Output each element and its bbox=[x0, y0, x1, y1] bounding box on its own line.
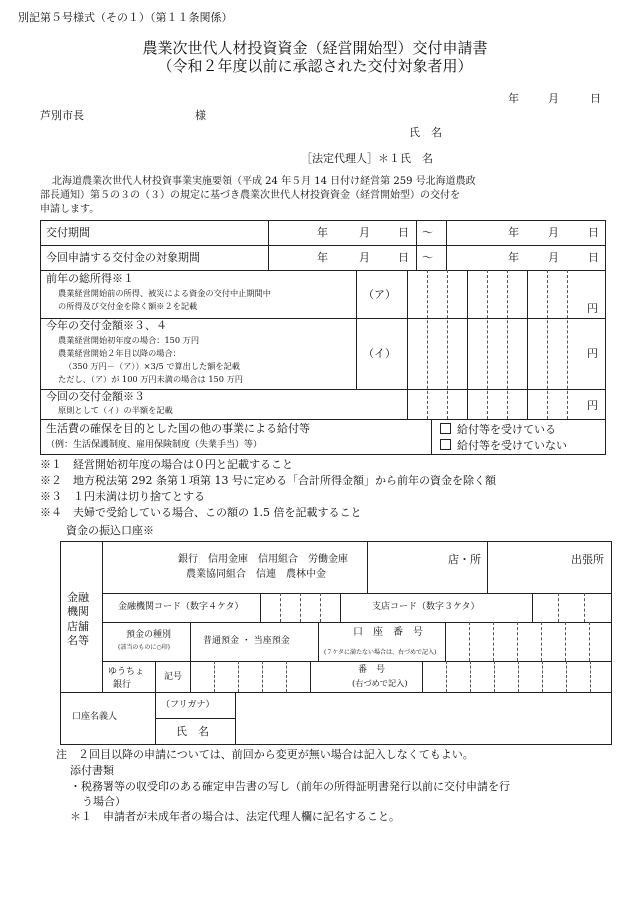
prev-income-note-2: の所得及び交付金を除く額※２を記載 bbox=[58, 301, 198, 311]
intro-line-2: 部長通知）第５の３の（３）の規定に基づき農業次世代人材投資資金（経営開始型）の交付を bbox=[40, 190, 460, 201]
current-grant-title: 今回の交付金額※３ bbox=[46, 390, 145, 403]
grant-period-tilde: ～ bbox=[422, 226, 433, 239]
account-number-label: 口 座 番 号 bbox=[353, 627, 423, 638]
note-1: ※１ 経営開始初年度の場合は０円と記載すること bbox=[40, 458, 293, 471]
number-note: (右づめで記入) bbox=[352, 678, 408, 688]
note-4: ※４ 夫婦で受給している場合、この額の 1.5 倍を記載すること bbox=[40, 506, 362, 519]
prev-income-note-1: 農業経営開始前の所得、被災による資金の交付中止期間中 bbox=[58, 288, 271, 298]
grant-period-label: 交付期間 bbox=[46, 226, 90, 239]
form-label: 別記第５号様式（その１）（第１１条関係） bbox=[18, 11, 233, 24]
annual-grant-line-1: 農業経営開始初年度の場合：150 万円 bbox=[58, 335, 200, 345]
grant-period-start-day[interactable]: 日 bbox=[398, 226, 409, 239]
intro-line-1: 北海道農業次世代人材投資事業実施要領（平成 24 年５月 14 日付け経営第 259 号北海道農政 bbox=[52, 176, 476, 187]
target-period-start-month[interactable]: 月 bbox=[359, 251, 370, 264]
bank-code-label: 金融機関コード（数字４ケタ） bbox=[118, 602, 244, 612]
applicant-name-label: 氏 名 bbox=[409, 126, 442, 139]
target-period-label: 今回申請する交付金の対象期間 bbox=[46, 251, 200, 264]
attachments-title: 添付書類 bbox=[70, 764, 114, 777]
legal-representative-label: ［法定代理人］＊１氏 名 bbox=[301, 152, 433, 165]
account-number-note: (７ケタに満たない場合は、右づめで記入) bbox=[324, 649, 437, 656]
target-period-start-day[interactable]: 日 bbox=[398, 251, 409, 264]
deposit-type-note: (該当のものに○印) bbox=[118, 644, 170, 651]
note-2: ※２ 地方税法第 292 条第１項第 13 号に定める「合計所得金額」から前年の資金を除く額 bbox=[40, 474, 496, 487]
symbol-label: 記号 bbox=[164, 672, 183, 682]
target-period-end-day[interactable]: 日 bbox=[588, 251, 599, 264]
bank-account-table bbox=[60, 541, 612, 745]
benefit-option-no[interactable]: 給付等を受けていない bbox=[440, 439, 567, 453]
annual-grant-line-3: （350 万円－（ア））×3/5 で算出した額を記載 bbox=[64, 361, 240, 371]
grant-period-start-month[interactable]: 月 bbox=[359, 226, 370, 239]
branch-code-label: 支店コード（数字３ケタ） bbox=[372, 602, 480, 612]
benefit-option-yes[interactable]: 給付等を受けている bbox=[440, 423, 556, 437]
date-month-label: 月 bbox=[548, 92, 559, 105]
deposit-type-label: 預金の種別 bbox=[126, 630, 172, 640]
mark-i: （イ） bbox=[363, 347, 396, 360]
date-year-label: 年 bbox=[508, 92, 519, 105]
minor-applicant-note: ＊１ 申請者が未成年者の場合は、法定代理人欄に記名すること。 bbox=[70, 810, 400, 823]
grant-period-end-day[interactable]: 日 bbox=[588, 226, 599, 239]
attachment-item-line-2: う場合） bbox=[82, 795, 126, 808]
page-title: 農業次世代人材投資資金（経営開始型）交付申請書 bbox=[142, 39, 488, 57]
checkbox-icon[interactable] bbox=[440, 439, 451, 450]
annual-grant-title: 今年の交付金額※３、４ bbox=[46, 319, 167, 332]
target-period-end-year[interactable]: 年 bbox=[508, 251, 519, 264]
number-label: 番 号 bbox=[358, 665, 386, 675]
bank-section-title: 資金の振込口座※ bbox=[66, 524, 154, 537]
footer-note: 注 ２回目以降の申請については、前回から変更が無い場合は記入しなくてもよい。 bbox=[56, 748, 474, 761]
other-benefit-title: 生活費の確保を目的とした国の他の事業による給付等 bbox=[46, 422, 310, 435]
grant-period-start-year[interactable]: 年 bbox=[317, 226, 328, 239]
deposit-type-options[interactable]: 普通預金 ・ 当座預金 bbox=[203, 636, 290, 646]
target-period-tilde: ～ bbox=[422, 251, 433, 264]
financial-institution-label: 金融機関店舗名等 bbox=[67, 591, 89, 647]
grant-period-end-month[interactable]: 月 bbox=[548, 226, 559, 239]
target-period-start-year[interactable]: 年 bbox=[317, 251, 328, 264]
intro-line-3: 申請します。 bbox=[40, 204, 100, 215]
holder-name-label: 氏 名 bbox=[176, 725, 209, 738]
furigana-label: （フリガナ） bbox=[161, 700, 215, 710]
current-grant-note: 原則として（イ）の半額を記載 bbox=[58, 405, 173, 415]
annual-grant-line-2: 農業経営開始２年目以降の場合： bbox=[58, 348, 181, 358]
branch-suffix-label: 店・所 bbox=[448, 553, 481, 566]
attachment-item-line-1: ・税務署等の収受印のある確定申告書の写し（前年の所得証明書発行以前に交付申請を行 bbox=[70, 780, 510, 793]
checkbox-icon[interactable] bbox=[440, 423, 451, 434]
addressee: 芦別市長 bbox=[40, 109, 84, 122]
annual-grant-line-4: ただし、（ア）が 100 万円未満の場合は 150 万円 bbox=[58, 374, 243, 384]
bank-types-line-1: 銀行 信用金庫 信用組合 労働金庫 bbox=[178, 554, 348, 565]
date-day-label: 日 bbox=[590, 92, 601, 105]
sub-branch-suffix-label: 出張所 bbox=[571, 553, 604, 566]
prev-income-title: 前年の総所得※１ bbox=[46, 272, 134, 285]
prev-income-yen: 円 bbox=[587, 302, 598, 315]
addressee-honorific: 様 bbox=[195, 109, 206, 122]
account-holder-label: 口座名義人 bbox=[72, 712, 118, 722]
grant-period-end-year[interactable]: 年 bbox=[508, 226, 519, 239]
yucho-label-line-1: ゆうちょ bbox=[108, 667, 145, 677]
bank-types-line-2: 農業協同組合 信連 農林中金 bbox=[186, 569, 326, 580]
yucho-label-line-2: 銀行 bbox=[113, 680, 132, 690]
current-grant-yen: 円 bbox=[587, 399, 598, 412]
mark-a: （ア） bbox=[363, 288, 396, 301]
page-subtitle: （令和２年度以前に承認された交付対象者用） bbox=[157, 57, 473, 75]
annual-grant-yen: 円 bbox=[587, 347, 598, 360]
note-3: ※３ １円未満は切り捨てとする bbox=[40, 490, 205, 503]
target-period-end-month[interactable]: 月 bbox=[548, 251, 559, 264]
other-benefit-example: （例：生活保護制度、雇用保険制度（失業手当）等） bbox=[46, 440, 263, 450]
